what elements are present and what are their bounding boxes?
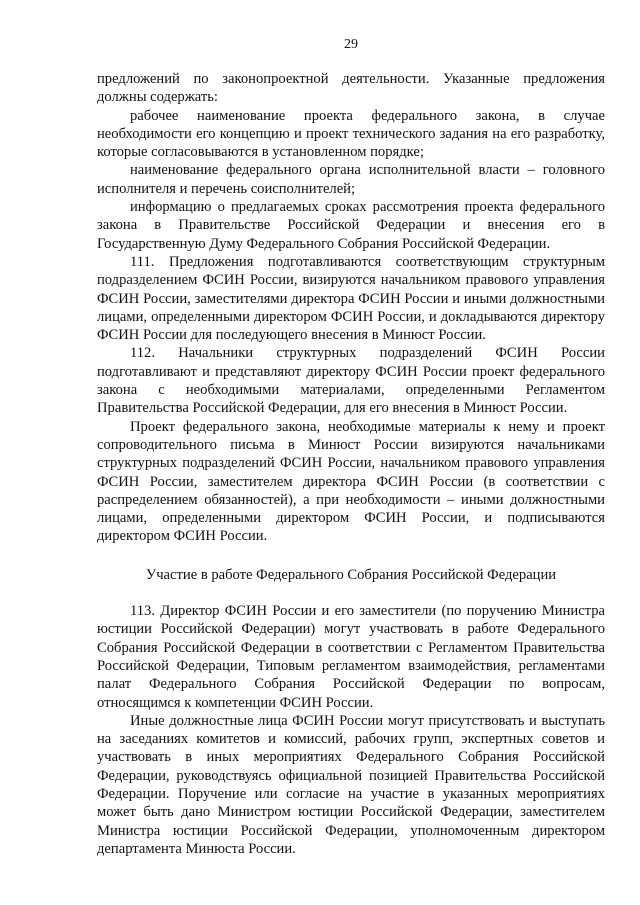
paragraph-clause-111: 111. Предложения подготавливаются соответствующим структурным подразделением ФСИН России, визируются начальником правового управления ФСИН России, заместителями директора ФСИН России и иными должностными лицами, определенными директором ФСИН России, и докладываются директору ФСИН России для последующего внесения в Минюст России.	[97, 253, 605, 344]
page-number: 29	[344, 37, 358, 52]
paragraph-body: Проект федерального закона, необходимые материалы к нему и проект сопроводительного письма в Минюст России визируются начальниками структурных подразделений ФСИН России, начальником правового управления ФСИН России, заместителем директора ФСИН России (в соответствии с распределением обязанностей), а при необходимости – иными должностными лицами, определенными директором ФСИН России, и подписываются директором ФСИН России.	[97, 418, 605, 545]
paragraph-clause-113: 113. Директор ФСИН России и его заместители (по поручению Министра юстиции Российской Федерации) могут участвовать в работе Федерального Собрания Российской Федерации в соответствии с Регламентом Правительства Российской Федерации, Типовым регламентом взаимодействия, регламентами палат Федерального Собрания Российской Федерации по вопросам, относящимся к компетенции ФСИН России.	[97, 603, 605, 711]
section-heading: Участие в работе Федерального Собрания Российской Федерации	[145, 566, 557, 583]
paragraph-clause-112: 112. Начальники структурных подразделений ФСИН России подготавливают и представляют директору ФСИН России проект федерального закона с необходимыми материалами, определенными Регламентом Правительства Российской Федерации, для его внесения в Минюст России.	[97, 345, 605, 417]
paragraph-list-item: наименование федерального органа исполнительной власти – головного исполнителя и перечень соисполнителей;	[97, 162, 605, 197]
paragraph-continuation: предложений по законопроектной деятельности. Указанные предложения должны содержать:	[97, 71, 605, 106]
paragraph-list-item: рабочее наименование проекта федерального закона, в случае необходимости его концепцию и проект технического задания на его разработку, которые согласовываются в установленном порядке;	[97, 107, 605, 161]
paragraph-list-item: информацию о предлагаемых сроках рассмотрения проекта федерального закона в Правительстве Российской Федерации и внесения его в Государственную Думу Федерального Собрания Российской Федерации.	[97, 199, 605, 252]
paragraph-body: Иные должностные лица ФСИН России могут присутствовать и выступать на заседаниях комитетов и комиссий, рабочих групп, экспертных советов и участвовать в иных мероприятиях Федерального Собрания Российской Федерации, руководствуясь официальной позицией Правительства Российской Федерации. Поручение или согласие на участие в указанных мероприятиях может быть дано Министром юстиции Российской Федерации, заместителем Министра юстиции Российской Федерации, уполномоченным директором департамента Минюста России.	[97, 712, 605, 857]
